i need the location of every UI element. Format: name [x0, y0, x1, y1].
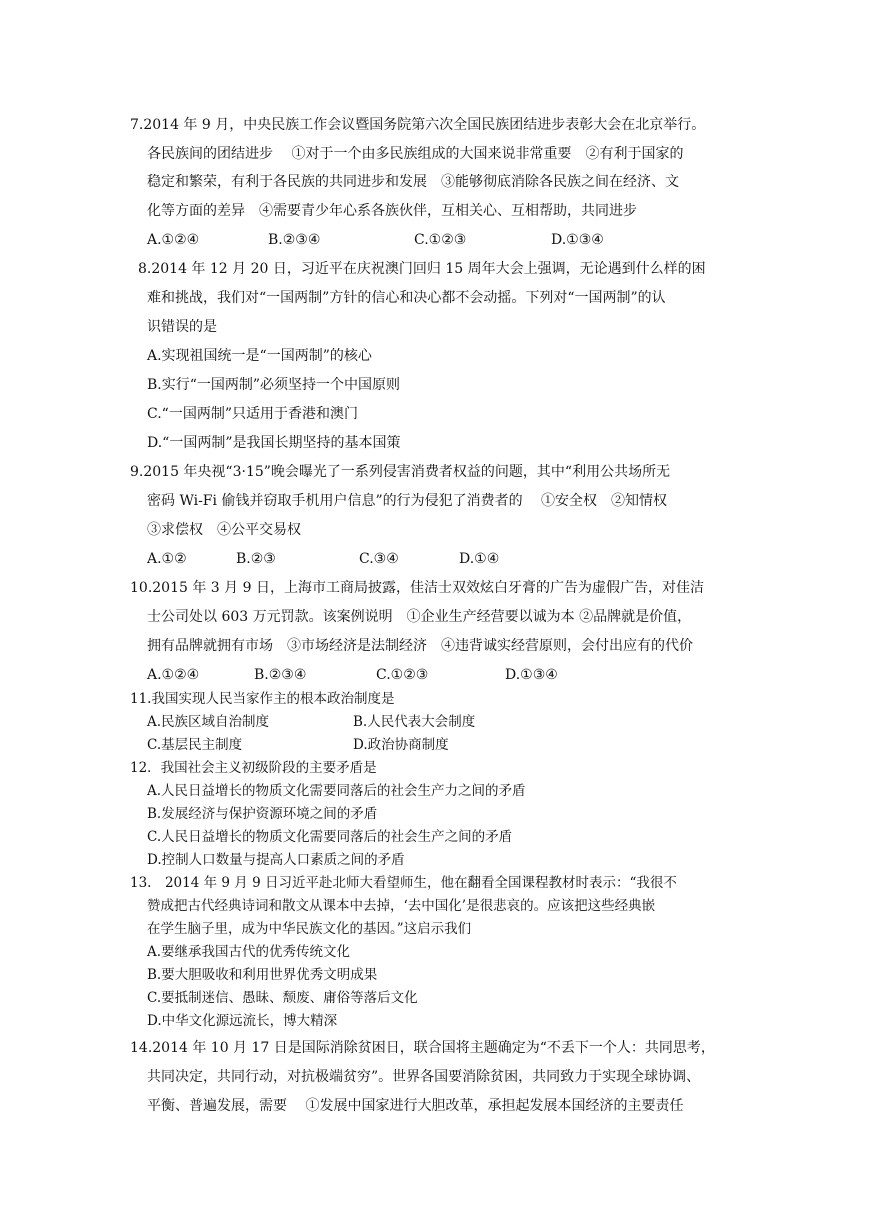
question-7-line-2: 各民族间的团结进步 ①对于一个由多民族组成的大国来说非常重要 ②有利于国家的 — [147, 146, 684, 162]
question-10-option-b: B.②③④ — [254, 667, 307, 683]
question-12-option-b: B.发展经济与保护资源环境之间的矛盾 — [147, 806, 378, 822]
question-10-option-d: D.①③④ — [505, 667, 558, 683]
question-11-stem: 11.我国实现人民当家作主的根本政治制度是 — [130, 691, 395, 707]
question-10-line-1: 10.2015 年 3 月 9 日，上海市工商局披露，佳洁士双效炫白牙膏的广告为虚假广告，对佳洁 — [130, 580, 704, 596]
question-13-option-a: A.要继承我国古代的优秀传统文化 — [147, 944, 351, 960]
question-13-option-d: D.中华文化源远流长，博大精深 — [147, 1013, 338, 1029]
question-14-line-3: 平衡、普遍发展，需要 ①发展中国家进行大胆改革，承担起发展本国经济的主要责任 — [147, 1098, 684, 1114]
question-9-option-d: D.①④ — [459, 551, 500, 567]
question-10-line-3: 拥有品牌就拥有市场 ③市场经济是法制经济 ④违背诚实经营原则，会付出应有的代价 — [147, 638, 693, 654]
question-10-option-c: C.①②③ — [376, 667, 429, 683]
question-9-option-a: A.①② — [147, 551, 187, 567]
question-9-line-1: 9.2015 年央视“3·15”晚会曝光了一系列侵害消费者权益的问题，其中“利用公共场所无 — [130, 464, 671, 480]
question-9-line-3: ③求偿权 ④公平交易权 — [147, 522, 301, 538]
question-10-line-2: 士公司处以 603 万元罚款。该案例说明 ①企业生产经营要以诚为本 ②品牌就是价值， — [147, 609, 692, 625]
question-9-option-c: C.③④ — [359, 551, 399, 567]
question-7-line-3: 稳定和繁荣，有利于各民族的共同进步和发展 ③能够彻底消除各民族之间在经济、文 — [147, 174, 679, 190]
question-11-option-c: C.基层民主制度 — [147, 737, 243, 753]
question-13-option-b: B.要大胆吸收和利用世界优秀文明成果 — [147, 967, 378, 983]
question-13-option-c: C.要抵制迷信、愚昧、颓废、庸俗等落后文化 — [147, 990, 418, 1006]
question-10-option-a: A.①②④ — [147, 667, 200, 683]
question-8-line-1: 8.2014 年 12 月 20 日，习近平在庆祝澳门回归 15 周年大会上强调，无论遇到什么样的困 — [138, 261, 706, 277]
question-13-line-2: 赞成把古代经典诗词和散文从课本中去掉，‘去中国化’是很悲哀的。应该把这些经典嵌 — [147, 898, 656, 914]
question-11-option-d: D.政治协商制度 — [353, 737, 449, 753]
question-13-line-3: 在学生脑子里，成为中华民族文化的基因。”这启示我们 — [147, 921, 472, 937]
question-14-line-2: 共同决定，共同行动，对抗极端贫穷”。世界各国要消除贫困，共同致力于实现全球协调、 — [147, 1069, 701, 1085]
question-12-option-c: C.人民日益增长的物质文化需要同落后的社会生产之间的矛盾 — [147, 829, 513, 845]
question-7-option-b: B.②③④ — [268, 232, 321, 248]
question-12-option-a: A.人民日益增长的物质文化需要同落后的社会生产力之间的矛盾 — [147, 783, 526, 799]
question-7-option-a: A.①②④ — [147, 232, 200, 248]
question-7-line-1: 7.2014 年 9 月，中央民族工作会议暨国务院第六次全国民族团结进步表彰大会在北京举行。 — [130, 117, 706, 133]
question-7-option-c: C.①②③ — [414, 232, 467, 248]
question-8-line-2: 难和挑战，我们对“一国两制”方针的信心和决心都不会动摇。下列对“一国两制”的认 — [147, 290, 666, 306]
question-9-option-b: B.②③ — [236, 551, 276, 567]
question-13-line-1: 13. 2014 年 9 月 9 日习近平赴北师大看望师生，他在翻看全国课程教材时表示：“我很不 — [130, 875, 677, 891]
question-12-stem: 12．我国社会主义初级阶段的主要矛盾是 — [130, 760, 377, 776]
question-8-option-c: C.“一国两制”只适用于香港和澳门 — [147, 406, 358, 422]
question-14-line-1: 14.2014 年 10 月 17 日是国际消除贫困日，联合国将主题确定为“不丢下一个人：共同思考， — [130, 1040, 715, 1056]
question-8-line-3: 识错误的是 — [147, 319, 217, 335]
question-7-line-4: 化等方面的差异 ④需要青少年心系各族伙伴，互相关心、互相帮助，共同进步 — [147, 203, 637, 219]
question-7-option-d: D.①③④ — [551, 232, 604, 248]
question-8-option-a: A.实现祖国统一是“一国两制”的核心 — [147, 348, 372, 364]
question-9-line-2: 密码 Wi-Fi 偷钱并窃取手机用户信息”的行为侵犯了消费者的 ①安全权 ②知情权 — [147, 493, 668, 509]
question-8-option-b: B.实行“一国两制”必须坚持一个中国原则 — [147, 377, 401, 393]
question-11-option-b: B.人民代表大会制度 — [353, 714, 476, 730]
question-12-option-d: D.控制人口数量与提高人口素质之间的矛盾 — [147, 852, 405, 868]
question-11-option-a: A.民族区域自治制度 — [147, 714, 270, 730]
question-8-option-d: D.“一国两制”是我国长期坚持的基本国策 — [147, 435, 401, 451]
